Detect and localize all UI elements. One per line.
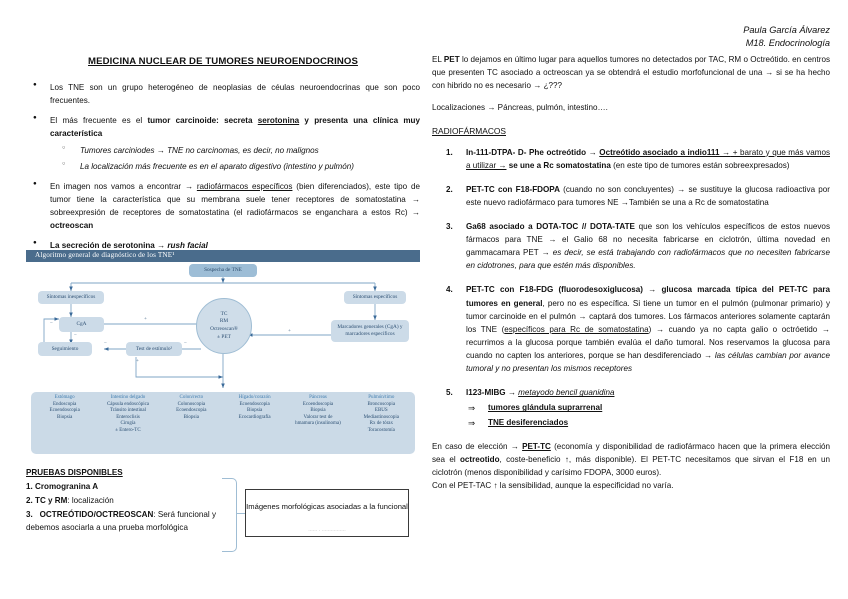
item-number: 2. bbox=[446, 184, 453, 194]
item-5-arrow-list bbox=[466, 401, 830, 429]
pruebas-item-3-rest: : Será funcional y debemos asociarla a una prueba morfológica bbox=[26, 510, 216, 533]
edge-label-minus-4: − bbox=[184, 340, 187, 346]
item-3-rest: que son los vehículos específicos de estos nuevos fármacos para TNE → el Galio 68 no necesita fabricarse en ciclotrón, última novedad en gammacamara PET → bbox=[466, 222, 830, 258]
figure-canvas bbox=[26, 262, 420, 458]
node-sintomas-inespecificos: Síntomas inespecíficos bbox=[38, 291, 104, 304]
closing-p1c: (economía y disponibilidad de radiofármaco hacen que la primera elección sea el bbox=[432, 442, 830, 465]
closing-p1e: , coste-beneficio ↑, más disponible). El PET-TC necesitamos que sirvan el F18 en un ciclotrón (menos disponibilidad y carísimo FDOPA, 3000 euros). bbox=[432, 455, 830, 478]
organ-head: Intestino delgado bbox=[110, 395, 146, 400]
node-sospecha-tne: Sospecha de TNE bbox=[189, 264, 257, 277]
closing-paragraph-1 bbox=[432, 440, 830, 479]
author-course: M18. Endocrinología bbox=[745, 38, 830, 49]
organ-column bbox=[286, 395, 349, 451]
pruebas-heading: PRUEBAS DISPONIBLES bbox=[26, 468, 123, 477]
bullet-text-3-bold: octreoscan bbox=[50, 220, 94, 230]
node-seguimiento: Seguimiento bbox=[38, 342, 92, 356]
bullet-text-2-bold1: tumor carcinoide: secreta bbox=[147, 116, 258, 126]
pruebas-item-1: 1. Cromogranina A bbox=[26, 482, 99, 492]
organ-line: Mediastinoscopia bbox=[363, 414, 399, 420]
list-item bbox=[432, 386, 830, 429]
closing-pettc-bold: PET-TC bbox=[522, 442, 551, 452]
organ-line: Biopsia bbox=[247, 408, 263, 413]
list-item bbox=[26, 180, 420, 232]
organ-line: Toracostomía bbox=[367, 427, 395, 433]
left-bullet-list bbox=[26, 81, 420, 252]
bullet-text-3-p2: (bien diferenciados), este tipo de tumor tiene la característica que su membrana suele tener receptores de somatostatina → sobreexpresión de receptores de somatostatina (el radiofármacos se enganchara a estos Rc) → bbox=[50, 181, 420, 217]
item-1-bold2: se une a Rc somatostatina bbox=[506, 160, 611, 170]
bullet-text-3-p1: En imagen nos vamos a encontrar → bbox=[50, 181, 197, 191]
brace-bracket bbox=[222, 478, 237, 552]
localizaciones-paragraph: Localizaciones → Páncreas, pulmón, intestino…. bbox=[432, 103, 608, 113]
list-item bbox=[26, 81, 420, 107]
circle-line-4: ± PET bbox=[217, 333, 231, 340]
bullet-text-4-bold: La secreción de serotonina → bbox=[50, 241, 168, 251]
pruebas-item-2-rest: : localización bbox=[67, 496, 114, 506]
intro-rest: lo dejamos en último lugar para aquellos tumores no detectados por TAC, RM o Octreótido. en centros que presenten TC asociado a octreoscan ya se obtendrá el estudio morfofuncional de una → si se ha hecho con hibrido no es necesario → ¿??? bbox=[432, 55, 830, 91]
organ-head: Estómago bbox=[54, 395, 75, 400]
organ-line: Biopsia bbox=[183, 414, 199, 420]
item-number: 5. bbox=[446, 388, 453, 398]
edge-label-minus-2: − bbox=[74, 332, 77, 338]
node-cga: CgA bbox=[59, 317, 104, 332]
item-2-rest: (cuando no son concluyentes) → se sustituye la glucosa radioactiva por este nuevo radiofármaco para tumores NE →También se una a Rc de somatostatina bbox=[466, 184, 830, 207]
morph-box-text: Imágenes morfológicas asociadas a la funcional bbox=[246, 502, 408, 511]
organ-column bbox=[160, 395, 223, 451]
item-5-underitalic: metayodo bencil guanidina bbox=[518, 388, 615, 398]
item-number: 1. bbox=[446, 147, 453, 157]
organ-line: Broncoscopia bbox=[367, 401, 396, 407]
organ-line: Cápsula endoscópica bbox=[106, 401, 150, 407]
organ-line: Endoscopia bbox=[53, 401, 77, 407]
organ-line: Ecoendoscopia bbox=[49, 408, 80, 413]
list-item bbox=[50, 160, 420, 173]
node-imaging-circle bbox=[196, 298, 252, 354]
arrow-item-2: TNE desiferenciados bbox=[488, 417, 569, 427]
item-1-rest: (en este tipo de tumores están sobreexpresados) bbox=[610, 160, 790, 170]
intro-b1: EL bbox=[432, 55, 444, 65]
list-item bbox=[432, 283, 830, 375]
item-4-rest2: ) → cuando ya no capta galio o octróetido → recurrimos a la glucosa porque también evalúa el daño tumoral. Nos reservamos la glucosa para cuando no capten los anteriores, porque se han desdiferenciado → bbox=[466, 324, 831, 360]
organ-line: ± Entero-TC bbox=[115, 427, 141, 433]
list-item bbox=[432, 220, 830, 272]
item-4-italic: las células cambian por avance tumoral y no presentan los mismos receptores bbox=[466, 350, 830, 374]
figure-title: Algoritmo general de diagnóstico de los TNE¹ bbox=[35, 251, 175, 259]
closing-paragraph-2: Con el PET-TAC ↑ la sensibilidad, aunque la especificidad no varía. bbox=[432, 481, 674, 491]
sub-item-2: La localización más frecuente es en el aparato digestivo (intestino y pulmón) bbox=[80, 161, 354, 171]
list-item bbox=[432, 146, 830, 172]
organ-line: Colonoscopia bbox=[177, 401, 206, 407]
left-sublist bbox=[50, 144, 420, 172]
organ-line: Cirugía bbox=[120, 421, 136, 426]
arrow-item-1: tumores glándula suprarrenal bbox=[488, 403, 603, 413]
pruebas-item-3-bold: OCTREÓTIDO/OCTREOSCAN bbox=[39, 510, 154, 520]
organ-line: Biopsia bbox=[310, 408, 326, 413]
edge-label-plus-1: + bbox=[144, 316, 147, 322]
item-1-under: + barato y que más vamos a utilizar → bbox=[466, 147, 830, 170]
circle-line-3: Octreoscan® bbox=[210, 326, 238, 332]
organ-line: Enteroclisis bbox=[116, 414, 140, 420]
intro-paragraph bbox=[432, 53, 830, 92]
pruebas-item-3-num: 3. bbox=[26, 510, 33, 520]
node-test-estimulo: Test de estímulo² bbox=[126, 342, 182, 356]
pruebas-disponibles-block bbox=[26, 466, 216, 535]
organ-line: Biopsia bbox=[57, 414, 73, 420]
edge-label-plus-3: + bbox=[136, 358, 139, 364]
organ-line: Ecoendoscopia bbox=[239, 401, 270, 407]
list-item bbox=[466, 401, 830, 414]
item-1-bold1: In-111-DTPA- D- Phe octreótido → bbox=[466, 147, 600, 157]
list-item bbox=[50, 144, 420, 157]
node-marcadores: Marcadores generales (CgA) y marcadores específicos bbox=[331, 320, 409, 342]
closing-p1a: En caso de elección → bbox=[432, 442, 523, 452]
list-item bbox=[466, 416, 830, 429]
item-number: 3. bbox=[446, 222, 453, 231]
organ-line: Rx de tórax bbox=[369, 421, 393, 426]
organ-column bbox=[96, 395, 159, 451]
author-name: Paula García Álvarez bbox=[743, 25, 830, 35]
item-4-rest1: , pero no es específica. Si tiene un tumor en el pulmón (pulmonar primario) y tumor carcinoide en el pulmón → captará dos tumores. Los fármacos anteriores solamente captarán los TNE ( bbox=[466, 298, 831, 334]
bullet-text-2-bold2: y presenta una clínica muy característica bbox=[50, 116, 420, 139]
bullet-text-3-underline: radiofármacos específicos bbox=[196, 181, 293, 191]
organ-line: Tránsito intestinal bbox=[109, 408, 147, 413]
item-5-bold1: I123-MIBG → bbox=[466, 388, 519, 398]
edge-label-plus-2: + bbox=[288, 328, 291, 334]
bullet-text-2-lead: El más frecuente es el bbox=[50, 116, 148, 126]
closing-octreotido-bold: octreotido bbox=[459, 455, 500, 465]
list-item bbox=[26, 114, 420, 172]
pruebas-item-2-bold: 2. TC y RM bbox=[26, 496, 68, 506]
right-column bbox=[432, 24, 830, 493]
organ-head: Colon/recto bbox=[179, 395, 204, 400]
radiofarmacos-heading: RADIOFÁRMACOS bbox=[432, 125, 506, 136]
bullet-text-2-underline: serotonina bbox=[257, 116, 300, 126]
item-3-bold1: Ga68 asociado a DOTA-TOC // DOTA-TATE bbox=[466, 222, 635, 231]
sub-item-1: Tumores carciniodes → TNE no carcinomas, es decir, no malignos bbox=[80, 146, 319, 156]
radiofarmacos-list bbox=[432, 146, 830, 430]
item-3-italic: es decir, se está trabajando con radiofármacos que no necesiten fabricarse en cidotrones, para que estén más disponibles. bbox=[466, 248, 830, 271]
item-4-under: específicos para Rc de somatostatina bbox=[504, 324, 649, 334]
edge-label-minus-1: − bbox=[50, 320, 53, 326]
organ-line: Ecoendoscopia bbox=[176, 408, 207, 413]
pruebas-item-2 bbox=[26, 494, 216, 507]
list-item bbox=[432, 183, 830, 209]
organ-column bbox=[33, 395, 96, 451]
item-2-bold1: PET-TC con F18-FDOPA bbox=[466, 184, 560, 194]
morph-box-cut-text: ...... . ................ bbox=[308, 527, 346, 533]
organ-head: Páncreas bbox=[309, 395, 327, 400]
flowchart-figure bbox=[26, 250, 420, 458]
item-1-boldunder: Octreótido asociado a indio111 → bbox=[599, 147, 731, 157]
organ-line: Ecoendoscopia bbox=[302, 401, 334, 407]
organ-line: Valorar test de bbox=[303, 414, 333, 420]
organ-head: Hígado/corazón bbox=[238, 395, 271, 400]
bullet-text-4-italic: rush facial bbox=[167, 241, 208, 251]
brace-stem bbox=[236, 513, 245, 514]
pruebas-item-3 bbox=[26, 508, 216, 534]
page-title: MEDICINA NUCLEAR DE TUMORES NEUROENDOCRINOS bbox=[88, 56, 358, 67]
organ-line: hmamura (insulinoma) bbox=[295, 421, 341, 426]
organ-line: Ecocardiografía bbox=[238, 414, 271, 420]
author-block bbox=[432, 24, 830, 50]
organs-panel bbox=[31, 392, 415, 454]
organ-column bbox=[223, 395, 286, 451]
node-sintomas-especificos: Síntomas específicos bbox=[344, 291, 406, 304]
intro-pet-bold: PET bbox=[443, 55, 460, 65]
organ-head: Pulmón/timo bbox=[368, 395, 395, 400]
circle-line-2: RM bbox=[219, 318, 229, 325]
circle-line-1: TC bbox=[220, 310, 228, 317]
edge-label-minus-3: − bbox=[104, 340, 107, 346]
organ-line: EBUS bbox=[374, 408, 388, 413]
item-4-bold1: PET-TC con F18-FDG (fluorodesoxiglucosa) → glucosa marcada típica del PET-TC para tumores en general bbox=[466, 285, 830, 308]
organ-column bbox=[350, 395, 413, 451]
left-column bbox=[26, 30, 420, 259]
bullet-text-1: Los TNE son un grupo heterogéneo de neoplasias de céulas neuroendocrinas que son poco frecuentes. bbox=[50, 83, 420, 106]
item-number: 4. bbox=[446, 285, 453, 295]
